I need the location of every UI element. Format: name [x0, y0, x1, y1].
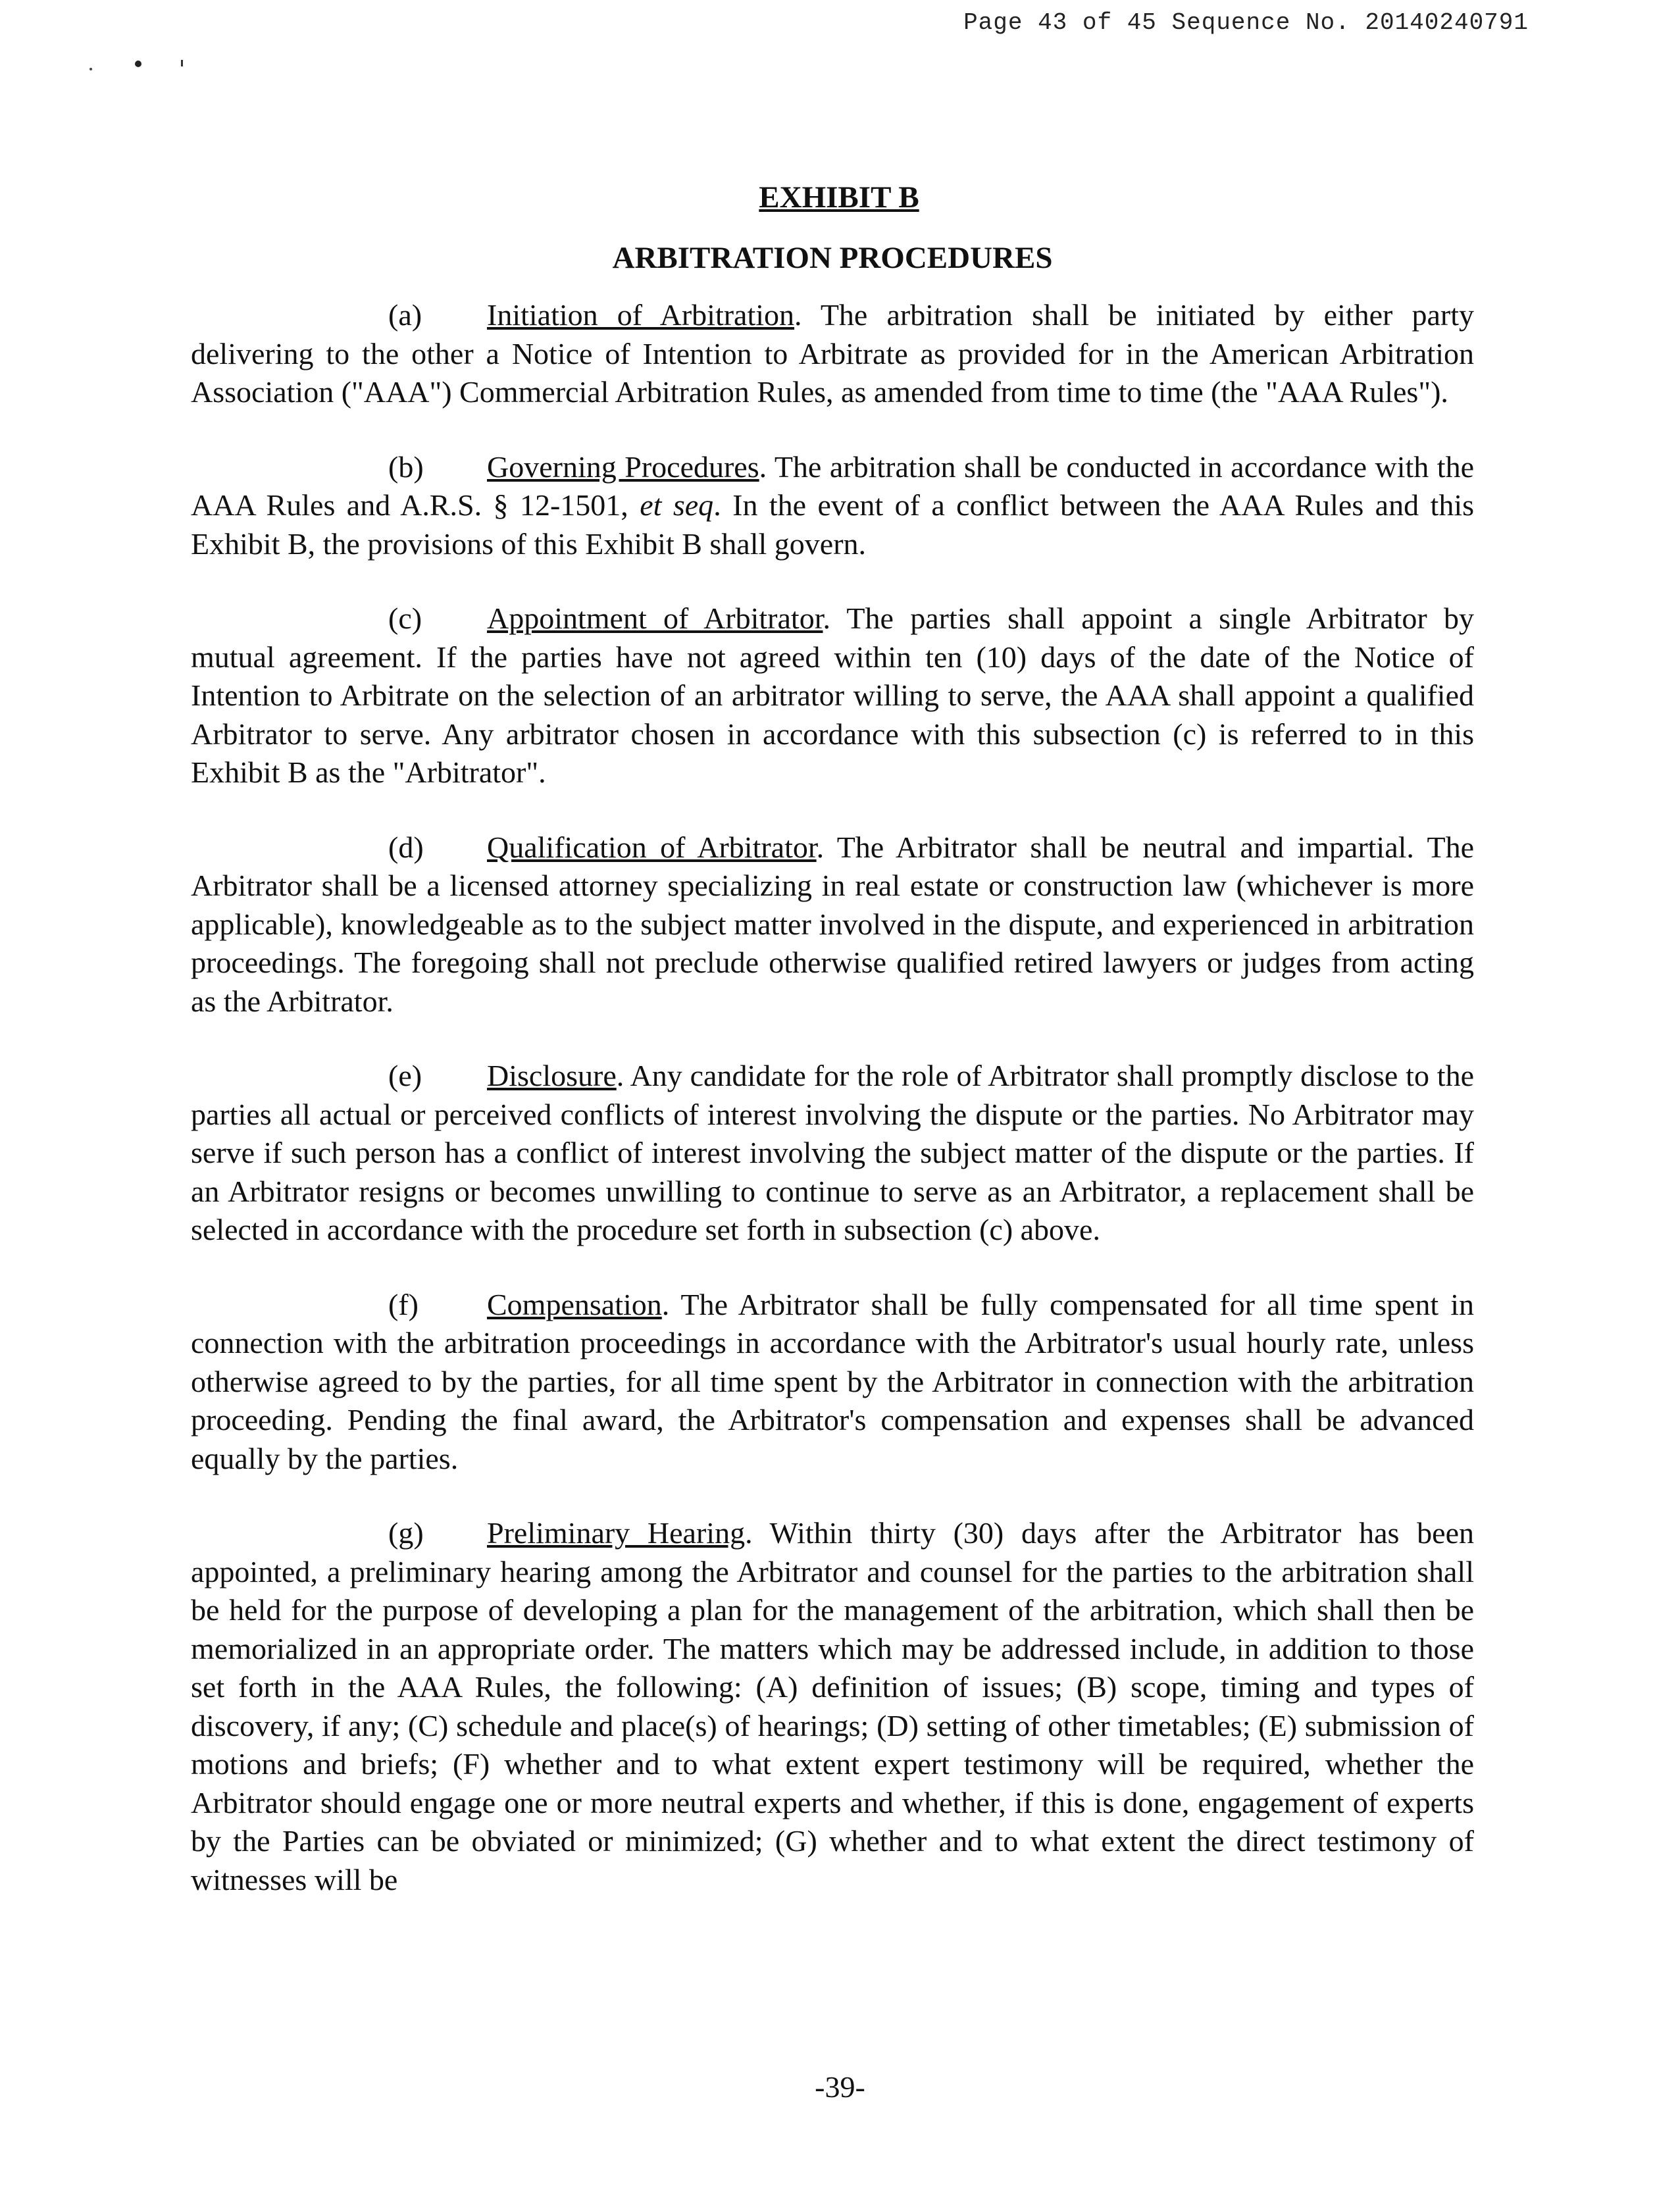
page-header: Page 43 of 45 Sequence No. 20140240791	[963, 9, 1529, 36]
section-subtitle: ARBITRATION PROCEDURES	[612, 241, 1053, 275]
paragraph-letter: (a)	[388, 298, 422, 332]
paragraph-c	[191, 599, 1474, 792]
paragraph-text: . The parties shall appoint a single Arbitrator by mutual agreement. If the parties have not agreed within ten (10) days of the date of the Notice of Intention to Arbitrate on the selection of an arbitrator willing to serve, the AAA shall appoint a qualified Arbitrator to serve. Any arbitrator chosen in accordance with this subsection (c) is referred to in this Exhibit B as the "Arbitrator".	[191, 601, 1474, 789]
paragraph-letter: (b)	[388, 449, 424, 484]
speck-3	[181, 60, 183, 66]
paragraph-heading: Governing Procedures	[487, 449, 759, 484]
paragraph-letter: (g)	[388, 1516, 424, 1550]
speck-1	[89, 68, 92, 70]
paragraph-text: . The Arbitrator shall be fully compensated for all time spent in connection with the arbitration proceedings in accordance with the Arbitrator's usual hourly rate, unless otherwise agreed to by the parties, for all time spent by the Arbitrator in connection with the arbitration proceeding. Pending the final award, the Arbitrator's compensation and expenses shall be advanced equally by the parties.	[191, 1287, 1474, 1475]
speck-2	[135, 61, 141, 67]
paragraph-heading: Appointment of Arbitrator	[487, 601, 823, 635]
paragraph-heading: Disclosure	[487, 1059, 617, 1092]
paragraph-text: . Within thirty (30) days after the Arbitrator has been appointed, a preliminary hearing among the Arbitrator and counsel for the parties to the arbitration shall be held for the purpose of developing a plan for the management of the arbitration, which shall then be memorialized in an appropriate order. The matters which may be addressed include, in addition to those set forth in the AAA Rules, the following: (A) definition of issues; (B) scope, timing and types of discovery, if any; (C) schedule and place(s) of hearings; (D) setting of other timetables; (E) submission of motions and briefs; (F) whether and to what extent expert testimony will be required, whether the Arbitrator should engage one or more neutral experts and whether, if this is done, engagement of experts by the Parties can be obviated or minimized; (G) whether and to what extent the direct testimony of witnesses will be	[191, 1516, 1474, 1896]
paragraph-text: . The arbitration shall be initiated by either party delivering to the other a Notice of Intention to Arbitrate as provided for in the American Arbitration Association ("AAA") Commercial Arbitration Rules, as amended from time to time (the "AAA Rules").	[191, 298, 1474, 409]
paragraph-d	[191, 828, 1474, 1021]
page-number: -39-	[815, 2070, 865, 2104]
paragraph-heading: Preliminary Hearing	[487, 1516, 746, 1550]
paragraph-f	[191, 1286, 1474, 1479]
paragraph-b	[191, 448, 1474, 564]
paragraph-letter: (f)	[388, 1287, 419, 1321]
paragraph-a	[191, 296, 1474, 412]
document-body	[191, 178, 1474, 1899]
paragraph-text: . The Arbitrator shall be neutral and impartial. The Arbitrator shall be a licensed attorney specializing in real estate or construction law (whichever is more applicable), knowledgeable as to the subject matter involved in the dispute, and experienced in arbitration proceedings. The foregoing shall not preclude otherwise qualified retired lawyers or judges from acting as the Arbitrator.	[191, 830, 1474, 1018]
paragraph-text: . Any candidate for the role of Arbitrator shall promptly disclose to the parties all actual or perceived conflicts of interest involving the dispute or the parties. No Arbitrator may serve if such person has a conflict of interest involving the subject matter of the dispute or the parties. If an Arbitrator resigns or becomes unwilling to continue to serve as an Arbitrator, a replacement shall be selected in accordance with the procedure set forth in subsection (c) above.	[191, 1059, 1474, 1246]
paragraph-text: . The arbitration shall be conducted in accordance with the AAA Rules and A.R.S. § 12-1501,	[191, 449, 1475, 522]
paragraph-letter: (d)	[388, 830, 424, 864]
paragraph-text-continued: . In the event of a conflict between the AAA Rules and this Exhibit B, the provisions of this Exhibit B shall govern.	[191, 488, 1474, 561]
scan-specks	[86, 56, 191, 76]
paragraph-heading: Compensation	[487, 1287, 662, 1321]
paragraph-italic-text: et seq	[640, 488, 714, 522]
paragraph-heading: Qualification of Arbitrator	[487, 830, 817, 864]
paragraph-g	[191, 1514, 1474, 1899]
paragraph-letter: (e)	[388, 1059, 422, 1092]
paragraph-heading: Initiation of Arbitration	[487, 298, 795, 332]
paragraph-letter: (c)	[388, 601, 422, 635]
paragraph-e	[191, 1057, 1474, 1250]
exhibit-title: EXHIBIT B	[759, 180, 919, 215]
